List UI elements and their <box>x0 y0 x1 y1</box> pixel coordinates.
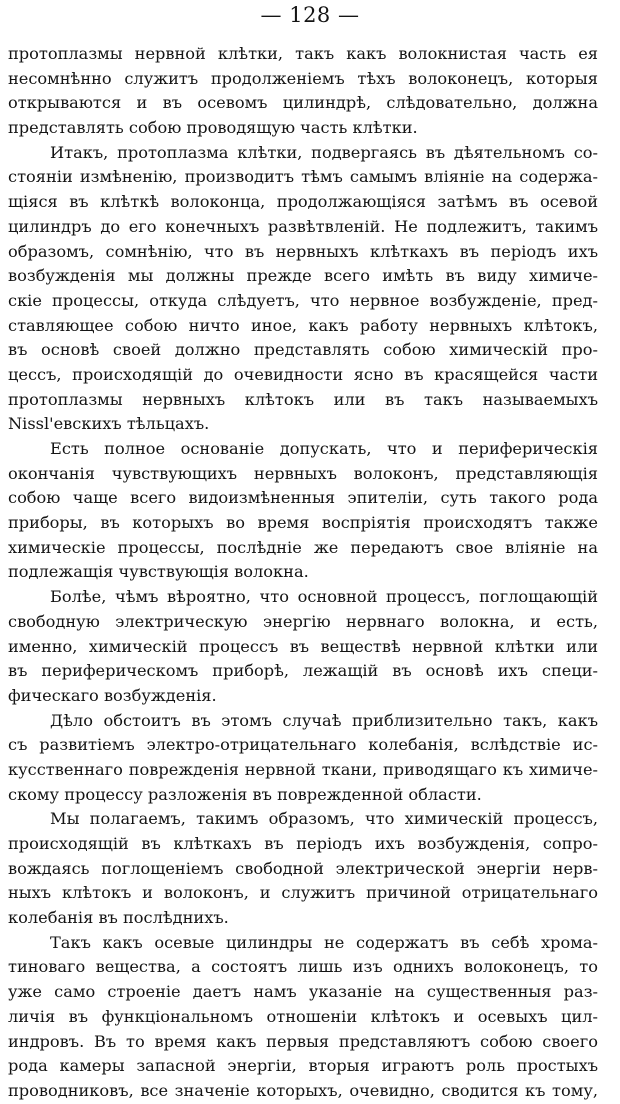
text-line: фическаго возбужденія. <box>8 685 217 705</box>
text-line: рода камеры запасной энергіи, вторыя играютъ роль простыхъ <box>8 1056 598 1076</box>
paragraph <box>8 585 598 708</box>
text-line: колебанія въ послѣднихъ. <box>8 908 229 928</box>
text-line: вождаясь поглощеніемъ свободной электрической энергіи нерв- <box>8 858 598 878</box>
text-line: ставляющее собою ничто иное, какъ работу нервныхъ клѣтокъ, <box>8 315 598 335</box>
text-line: въ периферическомъ приборѣ, лежащій въ основѣ ихъ специ- <box>8 661 598 681</box>
text-line: скому процессу разложенія въ поврежденной области. <box>8 784 482 804</box>
text-line: тиноваго вещества, а состоятъ лишь изъ однихъ волоконецъ, то <box>8 957 598 977</box>
text-line: Итакъ, протоплазма клѣтки, подвергаясь въ дѣятельномъ со- <box>50 142 598 162</box>
text-line: образомъ, сомнѣнію, что въ нервныхъ клѣткахъ въ періодъ ихъ <box>8 241 598 261</box>
text-line: протоплазмы нервной клѣтки, такъ какъ волокнистая часть ея <box>8 44 598 63</box>
text-line: окончанія чувствующихъ нервныхъ волоконъ, представляющія <box>8 463 598 483</box>
text-line: индровъ. Въ то время какъ первыя представляютъ собою своего <box>8 1031 598 1051</box>
text-line: Такъ какъ осевые цилиндры не содержатъ въ себѣ хрома- <box>50 932 598 952</box>
text-line: протоплазмы нервныхъ клѣтокъ или въ такъ называемыхъ <box>8 389 598 409</box>
text-line: Nissl'евскихъ тѣльцахъ. <box>8 414 210 434</box>
text-line: уже само строеніе даетъ намъ указаніе на существенныя раз- <box>8 982 598 1002</box>
text-line: съ развитіемъ электро-отрицательнаго колебанія, вслѣдствіе ис- <box>8 735 598 755</box>
text-line: химическіе процессы, послѣдніе же передаютъ свое вліяніе на <box>8 537 598 557</box>
text-line: проводниковъ, все значеніе которыхъ, очевидно, сводится къ тому, <box>8 1080 598 1100</box>
text-line: Есть полное основаніе допускать, что и периферическія <box>50 439 598 458</box>
text-line: скіе процессы, откуда слѣдуетъ, что нервное возбужденіе, пред- <box>8 290 598 310</box>
paragraph <box>8 42 598 141</box>
text-line: Мы полагаемъ, такимъ образомъ, что химическій процессъ, <box>50 809 598 829</box>
text-line: происходящій въ клѣткахъ въ періодъ ихъ возбужденія, сопро- <box>8 834 598 853</box>
text-line: открываются и въ осевомъ цилиндрѣ, слѣдовательно, должна <box>8 93 598 113</box>
text-line: Болѣе, чѣмъ вѣроятно, что основной процессъ, поглощающій <box>50 587 598 607</box>
text-line: личія въ функціональномъ отношеніи клѣтокъ и осевыхъ цил- <box>8 1006 598 1026</box>
text-line: собою чаще всего видоизмѣненныя эпителіи, суть такого рода <box>8 488 598 508</box>
text-line: свободную электрическую энергію нервнаго волокна, и есть, <box>8 611 598 631</box>
text-line: представлять собою проводящую часть клѣтки. <box>8 118 418 138</box>
text-line: цилиндръ до его конечныхъ развѣтвленій. Не подлежитъ, такимъ <box>8 216 598 236</box>
page-number: — 128 — <box>260 3 360 27</box>
paragraph <box>8 709 598 808</box>
paragraph <box>8 141 598 437</box>
text-line: несомнѣнно служитъ продолженіемъ тѣхъ волоконецъ, которыя <box>8 68 598 88</box>
paragraph <box>8 437 598 585</box>
text-line: возбужденія мы должны прежде всего имѣть въ виду химиче- <box>8 266 598 286</box>
text-line: стояніи измѣненію, производитъ тѣмъ самымъ вліяніе на содержа- <box>8 167 598 187</box>
text-line: кусственнаго поврежденія нервной ткани, приводящаго къ химиче- <box>8 759 598 779</box>
text-line: приборы, въ которыхъ во время воспріятія происходятъ также <box>8 513 598 533</box>
text-line: Дѣло обстоитъ въ этомъ случаѣ приблизительно такъ, какъ <box>50 710 598 730</box>
text-line: ныхъ клѣтокъ и волоконъ, и служитъ причиной отрицательнаго <box>8 883 598 903</box>
paragraph <box>8 807 598 930</box>
body-text <box>8 42 598 1104</box>
paragraph <box>8 931 598 1104</box>
text-line: цессъ, происходящій до очевидности ясно въ красящейся части <box>8 364 598 384</box>
text-line: въ основѣ своей должно представлять собою химическій про- <box>8 340 598 360</box>
text-line: именно, химическій процессъ въ веществѣ нервной клѣтки или <box>8 636 598 656</box>
text-line: подлежащія чувствующія волокна. <box>8 562 309 582</box>
text-line: щіяся въ клѣткѣ волоконца, продолжающіяся затѣмъ въ осевой <box>8 192 598 212</box>
